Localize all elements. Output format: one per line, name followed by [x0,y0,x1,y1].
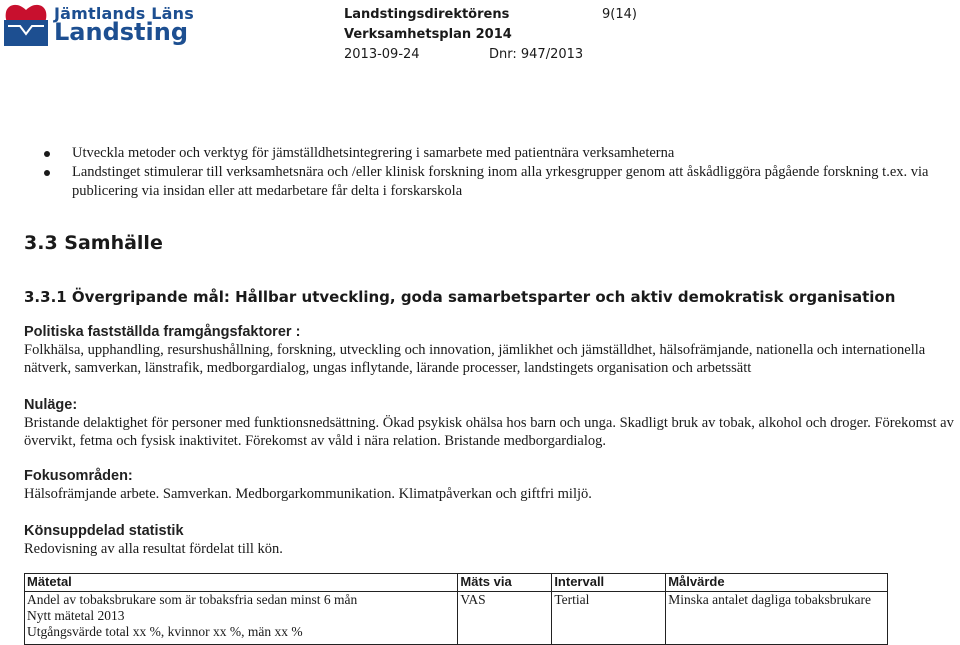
bullet-text: Landstinget stimulerar till verksamhetsnära och /eller klinisk forskning inom alla yrkesgrupper genom att åskådliggöra pågående forskning t.ex. via publicering via insidan eller att medarbetare får delta i forskarskola [72,164,929,199]
column-header: Målvärde [666,574,888,592]
fokus-label: Fokusområden: [24,468,133,484]
list-item [30,144,950,163]
table-row [25,592,888,645]
bullet-list [30,144,950,201]
politiska-section [24,323,954,377]
statistik-label: Könsuppdelad statistik [24,523,184,539]
fokus-section [24,467,954,503]
matetal-line: Utgångsvärde total xx %, kvinnor xx %, män xx % [27,624,303,639]
header-dnr: Dnr: 947/2013 [489,47,584,62]
nulage-section [24,396,954,450]
header-plan: Verksamhetsplan 2014 [344,27,512,42]
logo-line-1: Jämtlands Läns [54,4,194,23]
jll-logo [2,0,194,50]
statistik-section [24,522,954,558]
nulage-label: Nuläge: [24,397,78,413]
politiska-text: Folkhälsa, upphandling, resurshushållning, forskning, utveckling och innovation, jämlikhet och jämställdhet, hälsofrämjande, nationella och internationella nätverk, samverkan, länstrafik, medborgardialog, ungas inflytande, lärande processer, landstingets organisation och arbetssätt [24,342,926,376]
section-subtitle: 3.3.1 Övergripande mål: Hållbar utveckling, goda samarbetsparter och aktiv demokratisk organisation [24,288,896,306]
column-header: Mäts via [458,574,552,592]
malvarde-cell: Minska antalet dagliga tobaksbrukare [666,592,888,645]
header-page-number: 9(14) [602,7,637,22]
mats-via-cell: VAS [458,592,552,645]
matetal-cell [25,592,458,645]
bullet-icon [44,170,50,176]
matetal-line: Andel av tobaksbrukare som är tobaksfria sedan minst 6 mån [27,592,358,607]
section-title: 3.3 Samhälle [24,232,163,254]
table-header-row [25,574,888,592]
matetal-line: Nytt mätetal 2013 [27,608,125,623]
bullet-text: Utveckla metoder och verktyg för jämställdhetsintegrering i samarbete med patientnära verksamheterna [72,145,675,161]
header-org: Landstingsdirektörens [344,7,510,22]
statistik-text: Redovisning av alla resultat fördelat till kön. [24,541,283,557]
nulage-text: Bristande delaktighet för personer med funktionsnedsättning. Ökad psykisk ohälsa hos barn och unga. Skadligt bruk av tobak, alkohol och droger. Förekomst av övervikt, fetma och fysisk inaktivitet. Förekomst av våld i nära relation. Bristande medborgardialog. [24,415,954,449]
heart-logo-icon [2,0,50,46]
politiska-label: Politiska fastställda framgångsfaktorer : [24,324,301,340]
logo-line-2: Landsting [54,18,189,46]
header-date: 2013-09-24 [344,47,420,62]
fokus-text: Hälsofrämjande arbete. Samverkan. Medborgarkommunikation. Klimatpåverkan och giftfri miljö. [24,486,592,502]
bullet-icon [44,151,50,157]
intervall-cell: Tertial [552,592,666,645]
column-header: Mätetal [25,574,458,592]
list-item [30,163,950,201]
metrics-table [24,573,888,645]
column-header: Intervall [552,574,666,592]
